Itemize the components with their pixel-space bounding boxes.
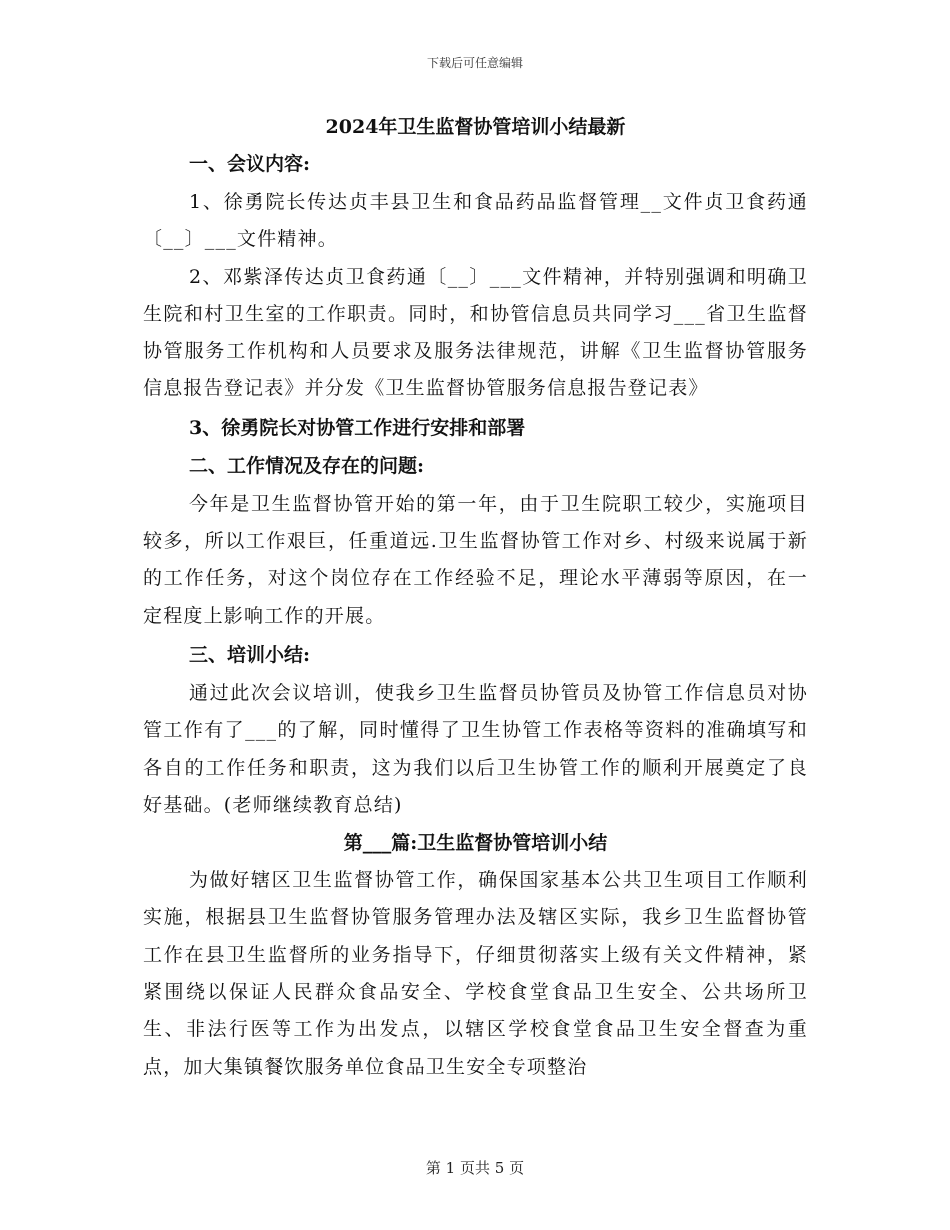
document-title: 2024年卫生监督协管培训小结最新 [325,116,626,138]
header-note: 下载后可任意编辑 [426,56,523,70]
paragraph-3-bold: 3、徐勇院长对协管工作进行安排和部署 [189,416,526,439]
section-heading-3: 三、培训小结: [189,643,311,666]
part-2-title: 第___篇:卫生监督协管培训小结 [343,832,608,855]
paragraph-5: 通过此次会议培训，使我乡卫生监督员协管员及协管工作信息员对协管工作有了___的了解，同时懂得了卫生协管工作表格等资料的准确填写和各自的工作任务和职责，这为我们以后卫生协管工作的顺利开展奠定了良好基础。(老师继续教育总结) [143,681,808,816]
paragraph-2: 2、邓紫泽传达贞卫食药通〔__〕___文件精神，并特别强调和明确卫生院和村卫生室的工作职责。同时，和协管信息员共同学习___省卫生监督协管服务工作机构和人员要求及服务法律规范，讲解《卫生监督协管服务信息报告登记表》并分发《卫生监督协管服务信息报告登记表》 [143,265,808,400]
paragraph-4: 今年是卫生监督协管开始的第一年，由于卫生院职工较少，实施项目较多，所以工作艰巨，任重道远.卫生监督协管工作对乡、村级来说属于新的工作任务，对这个岗位存在工作经验不足，理论水平薄弱等原因，在一定程度上影响工作的开展。 [143,492,808,627]
paragraph-1: 1、徐勇院长传达贞丰县卫生和食品药品监督管理__文件贞卫食药通〔__〕___文件精神。 [143,191,808,251]
paragraph-6: 为做好辖区卫生监督协管工作，确保国家基本公共卫生项目工作顺利实施，根据县卫生监督协管服务管理办法及辖区实际，我乡卫生监督协管工作在县卫生监督所的业务指导下，仔细贯彻落实上级有关文件精神，紧紧围绕以保证人民群众食品安全、学校食堂食品卫生安全、公共场所卫生、非法行医等工作为出发点，以辖区学校食堂食品卫生安全督查为重点，加大集镇餐饮服务单位食品卫生安全专项整治 [143,869,808,1078]
section-heading-2: 二、工作情况及存在的问题: [189,454,425,477]
page-number: 第 1 页共 5 页 [425,1159,525,1177]
document-body [143,112,808,1086]
section-heading-1: 一、会议内容: [189,153,311,175]
